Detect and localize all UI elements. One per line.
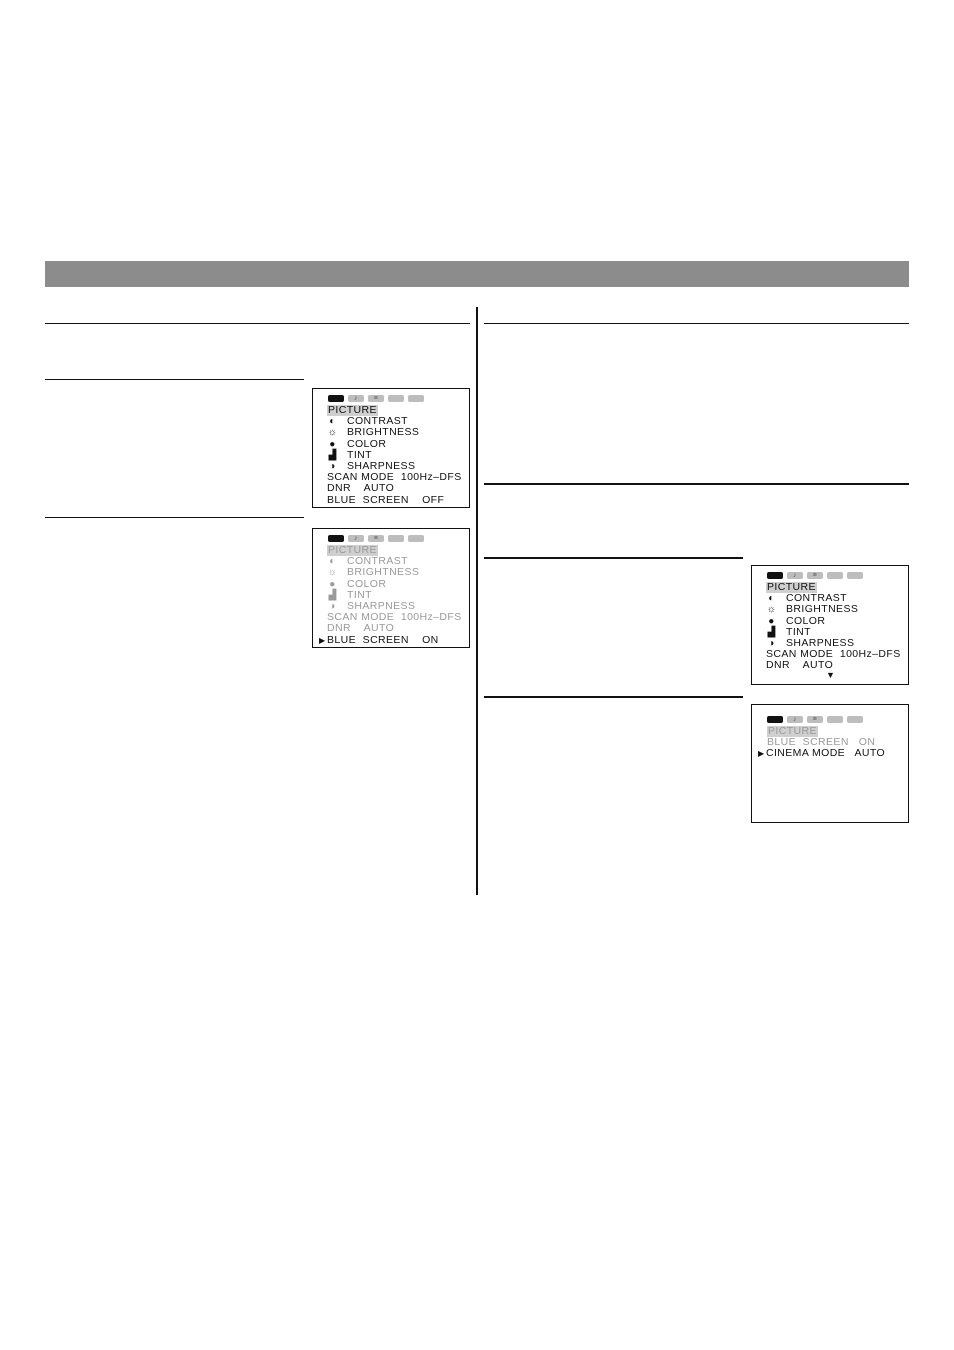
menu-tab-icon: ≡ xyxy=(807,716,823,723)
scroll-down-arrow-icon: ▼ xyxy=(826,670,836,680)
menu-item-brightness: BRIGHTNESS xyxy=(786,603,859,616)
menu-item-contrast: CONTRAST xyxy=(347,415,408,428)
menu-title: PICTURE xyxy=(328,404,377,416)
menu-item-dnr: DNR AUTO xyxy=(327,482,395,495)
setup-tab-icon xyxy=(847,716,863,723)
tint-icon: ▟ xyxy=(328,589,337,601)
column-divider xyxy=(476,307,478,895)
menu-item-dnr: DNR AUTO xyxy=(766,659,834,672)
menu-item-blue-screen: BLUE SCREEN OFF xyxy=(327,493,445,506)
menu-item-sharpness: SHARPNESS xyxy=(347,459,416,472)
brightness-icon: ☼ xyxy=(766,604,777,616)
tint-icon: ▟ xyxy=(767,626,776,638)
menu-item-dnr: DNR AUTO xyxy=(327,622,395,635)
menu-item-contrast: CONTRAST xyxy=(786,592,847,605)
color-icon: ● xyxy=(329,578,336,590)
menu-tab-icon: ≡ xyxy=(807,572,823,579)
osd-screen-blue-screen-on xyxy=(312,528,470,648)
menu-item-sharpness: SHARPNESS xyxy=(347,599,416,612)
brightness-icon: ☼ xyxy=(327,567,338,579)
menu-item-sharpness: SHARPNESS xyxy=(786,636,855,649)
step-rule xyxy=(484,696,743,698)
section-header-bar xyxy=(45,261,909,287)
step-rule xyxy=(484,557,743,559)
menu-item-blue-screen: BLUE SCREEN ON xyxy=(327,633,439,646)
feature-tab-icon xyxy=(388,395,404,402)
menu-item-cinema-mode: CINEMA MODE AUTO xyxy=(766,747,886,760)
menu-title: PICTURE xyxy=(767,581,816,593)
menu-item-color: COLOR xyxy=(347,437,387,450)
section-rule xyxy=(484,483,909,485)
feature-tab-icon xyxy=(827,716,843,723)
menu-item-contrast: CONTRAST xyxy=(347,555,408,568)
menu-item-scan-mode: SCAN MODE 100Hz–DFS xyxy=(327,611,462,624)
menu-item-tint: TINT xyxy=(347,448,372,461)
contrast-icon: ◐ xyxy=(329,556,336,568)
contrast-icon: ◐ xyxy=(329,416,336,428)
setup-tab-icon xyxy=(408,535,424,542)
feature-tab-icon xyxy=(388,535,404,542)
setup-tab-icon xyxy=(408,395,424,402)
sharpness-icon: ◑ xyxy=(768,638,775,650)
sound-tab-icon: ♪ xyxy=(348,395,364,402)
menu-item-color: COLOR xyxy=(347,577,387,590)
tint-icon: ▟ xyxy=(328,449,337,461)
osd-screen-picture-menu xyxy=(312,388,470,508)
brightness-icon: ☼ xyxy=(327,427,338,439)
menu-item-brightness: BRIGHTNESS xyxy=(347,426,420,439)
picture-tab-icon xyxy=(328,395,344,402)
section-rule xyxy=(45,323,470,324)
section-rule xyxy=(484,323,909,324)
menu-item-blue-screen: BLUE SCREEN ON xyxy=(767,736,876,749)
picture-tab-icon xyxy=(767,572,783,579)
step-rule xyxy=(45,379,304,380)
menu-item-scan-mode: SCAN MODE 100Hz–DFS xyxy=(766,648,901,661)
sound-tab-icon: ♪ xyxy=(787,572,803,579)
selection-arrow-icon: ▶ xyxy=(758,749,765,759)
feature-tab-icon xyxy=(827,572,843,579)
menu-title: PICTURE xyxy=(768,725,817,737)
osd-screen-cinema-mode xyxy=(751,704,909,823)
sharpness-icon: ◑ xyxy=(329,461,336,473)
menu-item-brightness: BRIGHTNESS xyxy=(347,566,420,579)
menu-item-color: COLOR xyxy=(786,614,826,627)
menu-item-tint: TINT xyxy=(786,625,811,638)
step-rule xyxy=(45,517,304,518)
setup-tab-icon xyxy=(847,572,863,579)
picture-tab-icon xyxy=(767,716,783,723)
contrast-icon: ◐ xyxy=(768,593,775,605)
picture-tab-icon xyxy=(328,535,344,542)
selection-arrow-icon: ▶ xyxy=(319,635,326,645)
sound-tab-icon: ♪ xyxy=(787,716,803,723)
menu-tab-icon: ≡ xyxy=(368,395,384,402)
color-icon: ● xyxy=(329,438,336,450)
osd-screen-picture-menu-scroll xyxy=(751,565,909,685)
menu-item-tint: TINT xyxy=(347,588,372,601)
menu-title: PICTURE xyxy=(328,544,377,556)
menu-item-scan-mode: SCAN MODE 100Hz–DFS xyxy=(327,471,462,484)
sound-tab-icon: ♪ xyxy=(348,535,364,542)
sharpness-icon: ◑ xyxy=(329,601,336,613)
menu-tab-icon: ≡ xyxy=(368,535,384,542)
color-icon: ● xyxy=(768,615,775,627)
